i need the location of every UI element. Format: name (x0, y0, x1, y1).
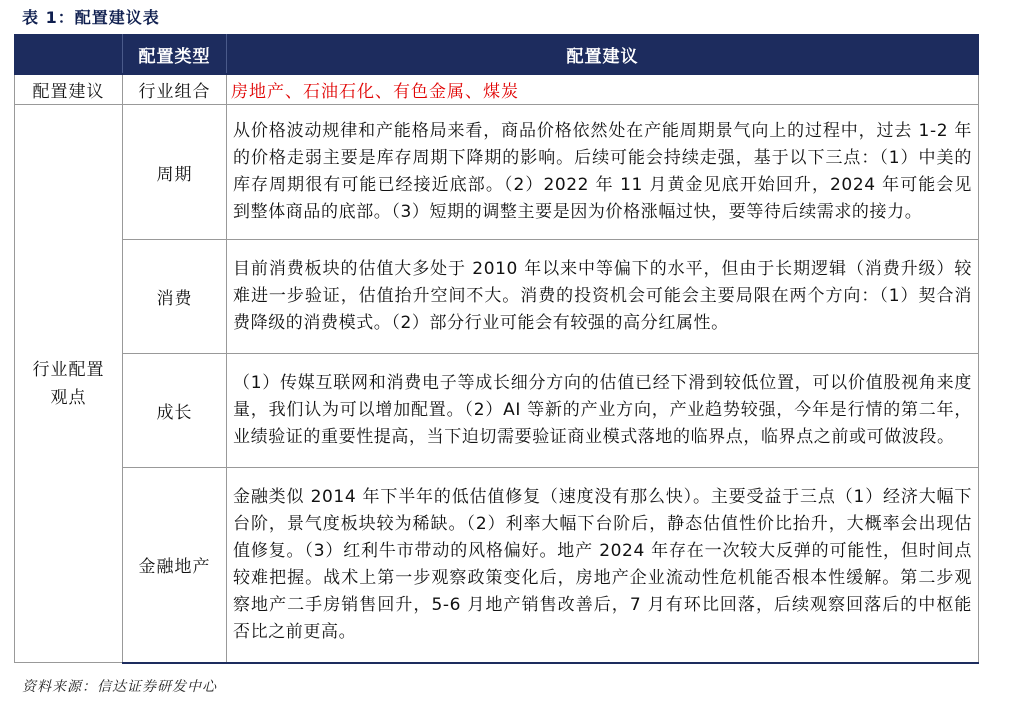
summary-type: 行业组合 (123, 74, 227, 105)
row-text-consumer: 目前消费板块的估值大多处于 2010 年以来中等偏下的水平，但由于长期逻辑（消费升级）较难进一步验证，估值抬升空间不大。消费的投资机会可能会主要局限在两个方向：（1）契合消费降级的消费模式。（2）部分行业可能会有较强的高分红属性。 (227, 240, 979, 354)
header-cell-empty (15, 35, 123, 75)
row-text-cycle: 从价格波动规律和产能格局来看，商品价格依然处在产能周期景气向上的过程中，过去 1-2 年的价格走弱主要是库存周期下降期的影响。后续可能会持续走强，基于以下三点：（1）中美的库存周期很有可能已经接近底部。（2）2022 年 11 月黄金见底开始回升，2024 年可能会见到整体商品的底部。（3）短期的调整主要是因为价格涨幅过快，要等待后续需求的接力。 (227, 105, 979, 240)
row-type-cycle: 周期 (123, 105, 227, 240)
row-type-consumer: 消费 (123, 240, 227, 354)
row-text-growth: （1）传媒互联网和消费电子等成长细分方向的估值已经下滑到较低位置，可以价值股视角来度量，我们认为可以增加配置。（2）AI 等新的产业方向，产业趋势较强，今年是行情的第二年，业绩验证的重要性提高，当下迫切需要验证商业模式落地的临界点，临界点之前或可做波段。 (227, 354, 979, 468)
allocation-table (14, 34, 979, 664)
table-row (15, 468, 979, 663)
table-row (15, 105, 979, 240)
source-note: 资料来源：信达证券研发中心 (22, 679, 217, 695)
row-text-finance: 金融类似 2014 年下半年的低估值修复（速度没有那么快）。主要受益于三点（1）经济大幅下台阶，景气度板块较为稀缺。（2）利率大幅下台阶后，静态估值性价比抬升，大概率会出现估值修复。（3）红利牛市带动的风格偏好。地产 2024 年存在一次较大反弹的可能性，但时间点较难把握。战术上第一步观察政策变化后，房地产企业流动性危机能否根本性缓解。第二步观察地产二手房销售回升，5-6 月地产销售改善后，7 月有环比回落，后续观察回落后的中枢能否比之前更高。 (227, 468, 979, 663)
summary-row (15, 74, 979, 105)
table-row (15, 240, 979, 354)
header-cell-advice: 配置建议 (227, 35, 979, 75)
summary-value: 房地产、石油石化、有色金属、煤炭 (227, 74, 979, 105)
group-label: 行业配置观点 (15, 105, 123, 663)
row-type-finance: 金融地产 (123, 468, 227, 663)
header-cell-type: 配置类型 (123, 35, 227, 75)
summary-label: 配置建议 (15, 74, 123, 105)
header-row (15, 35, 979, 75)
table-row (15, 354, 979, 468)
table-caption: 表 1：配置建议表 (22, 8, 160, 27)
row-type-growth: 成长 (123, 354, 227, 468)
